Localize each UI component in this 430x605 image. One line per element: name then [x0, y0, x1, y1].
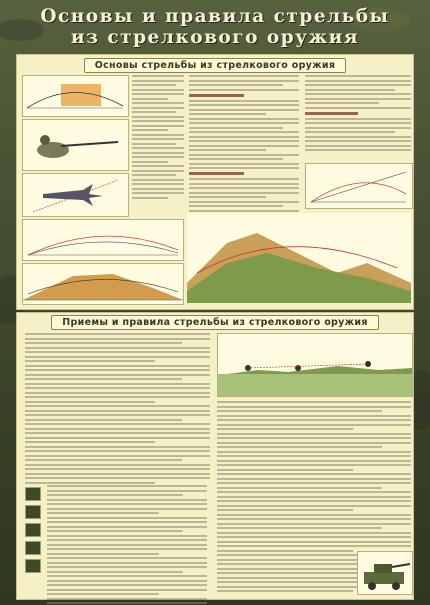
title-line-1: Основы и правила стрельбы	[40, 6, 390, 27]
basics-text-col-1	[132, 75, 184, 201]
firing-positions-diagram	[217, 333, 413, 397]
basics-text-col-2	[189, 75, 299, 214]
angles-svg	[306, 164, 412, 208]
title-line-2: из стрелкового оружия	[70, 27, 360, 48]
poster-title	[0, 6, 430, 48]
ballistic-curve-diagram	[22, 219, 184, 261]
section-techniques-heading: Приемы и правила стрельбы из стрелкового оружия	[51, 315, 378, 330]
vehicle-svg	[358, 552, 412, 594]
section-techniques-title	[17, 315, 413, 330]
section-basics-panel	[16, 54, 414, 310]
techniques-text-col-1	[25, 333, 210, 486]
armored-vehicle-figure	[357, 551, 413, 595]
basics-text-col-3	[305, 75, 411, 154]
aircraft-target-diagram	[22, 173, 129, 217]
soldier-aiming-figure	[22, 119, 129, 171]
trajectory-diagram-1	[22, 75, 129, 117]
section-basics-title	[17, 58, 413, 73]
techniques-text-col-2	[47, 485, 207, 605]
aircraft-svg	[23, 174, 128, 216]
hill-profile-diagram	[22, 263, 184, 305]
hill-svg	[23, 264, 183, 304]
trajectory-angles-diagram	[305, 163, 413, 209]
section-basics-heading: Основы стрельбы из стрелкового оружия	[84, 58, 347, 73]
trajectory-svg-1	[23, 76, 128, 116]
section-techniques-panel	[16, 312, 414, 600]
terrain-svg	[187, 213, 411, 303]
terrain-cross-section	[187, 213, 411, 303]
firing-svg	[218, 334, 412, 396]
soldier-svg	[23, 120, 128, 170]
ballistic-svg	[23, 220, 183, 260]
